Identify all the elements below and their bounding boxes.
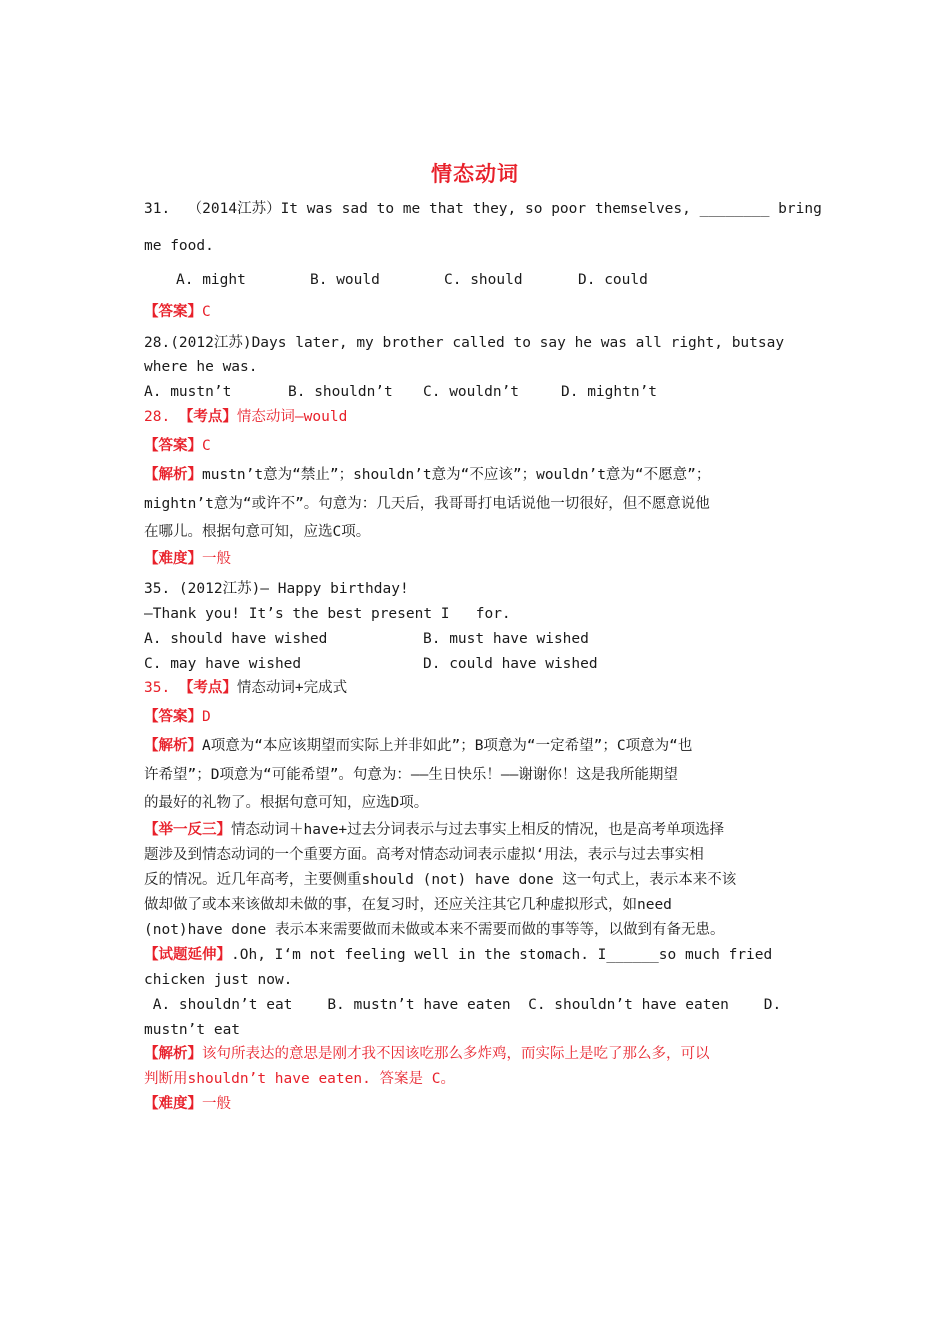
point-prefix: 28. — [144, 409, 179, 425]
q35-option-c: C. may have wished — [144, 656, 302, 672]
extension-line1 — [144, 946, 772, 964]
extension-analysis-line1 — [144, 1045, 710, 1063]
difficulty-label: 【难度】 — [144, 1096, 202, 1112]
extension-line2: chicken just now. — [144, 972, 293, 988]
q35-stem-line1: 35. (2012江苏)— Happy birthday! — [144, 581, 409, 597]
q35-extend-line1 — [144, 821, 724, 839]
q31-stem-line2: me food. — [144, 238, 214, 254]
q35-analysis-line3: 的最好的礼物了。根据句意可知，应选D项。 — [144, 795, 429, 811]
analysis-label: 【解析】 — [144, 467, 202, 483]
q31-option-d: D. could — [578, 272, 648, 288]
analysis-text: 该句所表达的意思是刚才我不因该吃那么多炸鸡，而实际上是吃了那么多，可以 — [202, 1046, 710, 1062]
answer-value: C — [202, 438, 211, 454]
q28-stem-line2: where he was. — [144, 359, 258, 375]
answer-label: 【答案】 — [144, 709, 202, 725]
point-value: 情态动词+完成式 — [236, 680, 348, 696]
extension-options-line: A. shouldn’t eat B. mustn’t have eaten C. shouldn’t have eaten D. — [144, 997, 782, 1013]
extension-options-line2: mustn’t eat — [144, 1022, 241, 1038]
q28-analysis-line2: mightn’t意为“或许不”。句意为：几天后，我哥哥打电话说他一切很好，但不愿意说他 — [144, 496, 710, 512]
q28-option-b: B. shouldn’t — [288, 384, 393, 400]
q31-option-c: C. should — [444, 272, 523, 288]
q31-option-a: A. might — [176, 272, 246, 288]
answer-value: D — [202, 709, 211, 725]
extend-text: 情态动词＋have+过去分词表示与过去事实上相反的情况，也是高考单项选择 — [231, 822, 725, 838]
answer-label: 【答案】 — [144, 438, 202, 454]
q35-answer — [144, 708, 211, 726]
q28-difficulty — [144, 550, 231, 568]
analysis-label: 【解析】 — [144, 738, 202, 754]
q31-answer — [144, 303, 211, 321]
q28-option-c: C. wouldn’t — [423, 384, 520, 400]
q35-extend-line3: 反的情况。近几年高考，主要侧重should (not) have done 这一句式上，表示本来不该 — [144, 872, 737, 888]
q31-option-b: B. would — [310, 272, 380, 288]
analysis-text: mustn’t意为“禁止”；shouldn’t意为“不应该”；wouldn’t意为“不愿意”； — [202, 467, 711, 483]
q28-analysis-line1 — [144, 466, 710, 484]
q35-stem-line2: —Thank you! It’s the best present I for. — [144, 606, 511, 622]
q28-analysis-line3: 在哪儿。根据句意可知，应选C项。 — [144, 524, 371, 540]
extend-label: 【举一反三】 — [144, 822, 231, 838]
q35-extend-line2: 题涉及到情态动词的一个重要方面。高考对情态动词表示虚拟‘用法，表示与过去事实相 — [144, 847, 704, 863]
point-value: 情态动词—would — [236, 409, 348, 425]
q28-answer — [144, 437, 211, 455]
difficulty-value: 一般 — [202, 1096, 231, 1112]
difficulty-label: 【难度】 — [144, 551, 202, 567]
q35-point — [144, 679, 347, 697]
q35-option-b: B. must have wished — [423, 631, 589, 647]
q35-extend-line5: (not)have done 表示本来需要做而未做或本来不需要而做的事等等，以做到有备无患。 — [144, 922, 725, 938]
difficulty-value: 一般 — [202, 551, 231, 567]
q35-analysis-line2: 许希望”；D项意为“可能希望”。句意为：——生日快乐！——谢谢你！这是我所能期望 — [144, 767, 678, 783]
answer-label: 【答案】 — [144, 304, 202, 320]
point-label: 【考点】 — [178, 680, 237, 696]
analysis-label: 【解析】 — [144, 1046, 202, 1062]
extension-analysis-line2: 判断用shouldn’t have eaten. 答案是 C。 — [144, 1071, 456, 1087]
answer-value: C — [202, 304, 211, 320]
extension-label: 【试题延伸】 — [144, 947, 231, 963]
q28-point — [144, 408, 347, 426]
extension-text: .Oh, I‘m not feeling well in the stomach. I______so much fried — [231, 947, 773, 963]
analysis-text: A项意为“本应该期望而实际上并非如此”；B项意为“一定希望”；C项意为“也 — [202, 738, 693, 754]
q35-extend-line4: 做却做了或本来该做却未做的事，在复习时，还应关注其它几种虚拟形式，如need — [144, 897, 672, 913]
q35-analysis-line1 — [144, 737, 692, 755]
point-prefix: 35. — [144, 680, 179, 696]
extension-difficulty — [144, 1095, 231, 1113]
q28-option-a: A. mustn’t — [144, 384, 232, 400]
q35-option-d: D. could have wished — [423, 656, 598, 672]
q35-option-a: A. should have wished — [144, 631, 328, 647]
q28-option-d: D. mightn’t — [561, 384, 658, 400]
page-title: 情态动词 — [431, 162, 519, 186]
q31-stem-line1: 31. （2014江苏）It was sad to me that they, so poor themselves, ________ bring — [144, 201, 822, 217]
point-label: 【考点】 — [178, 409, 237, 425]
q28-stem-line1: 28.(2012江苏)Days later, my brother called to say he was all right, butsay — [144, 335, 785, 351]
